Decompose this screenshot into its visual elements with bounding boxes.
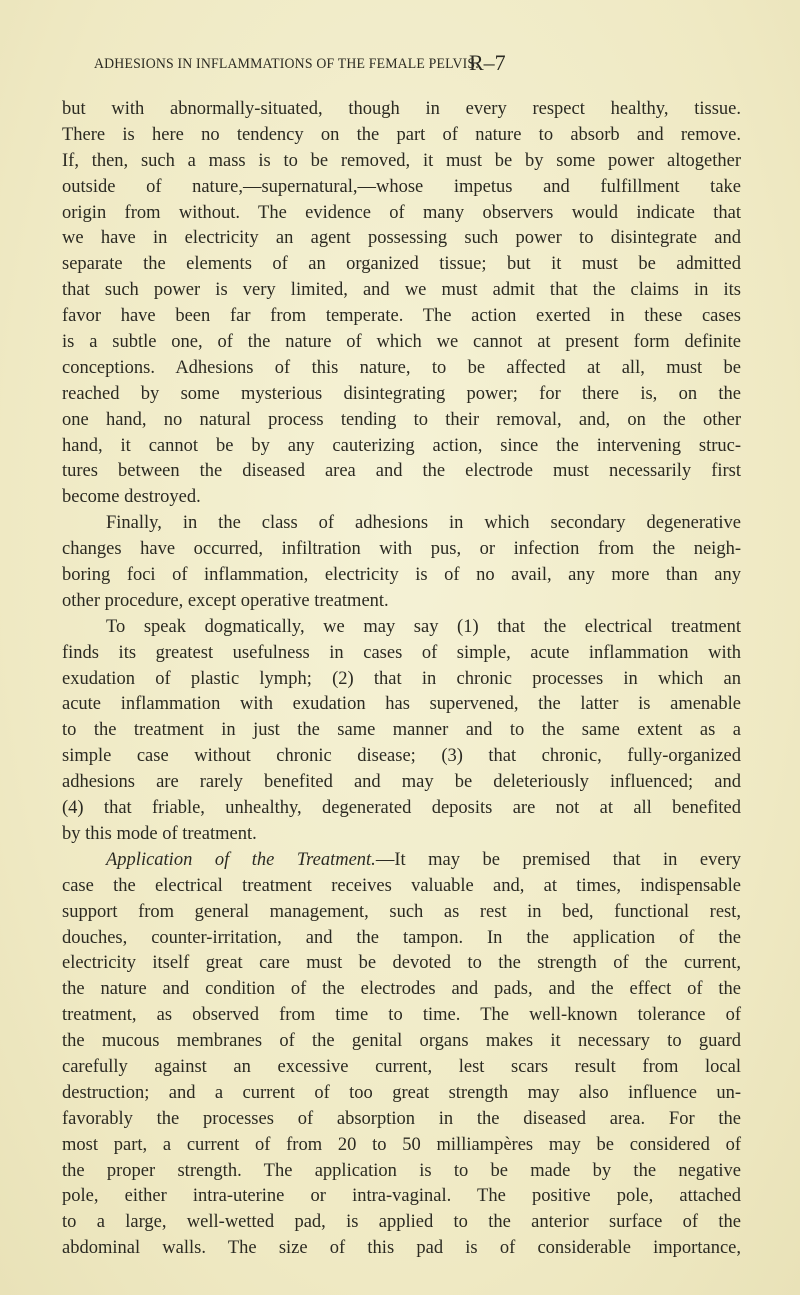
text-line: to the treatment in just the same manner and to the same extent as a [62,720,741,741]
text-line: pole, either intra-uterine or intra-vaginal. The positive pole, attached [62,1186,741,1207]
text-line: finds its greatest usefulness in cases of simple, acute inflammation with [62,642,741,663]
text-line: conceptions. Adhesions of this nature, to be affected at all, must be [62,357,741,378]
running-title: ADHESIONS IN INFLAMMATIONS OF THE FEMALE PELVIS. [94,56,479,72]
text-line: reached by some mysterious disintegrating power; for there is, on the [62,383,741,404]
text-line: to a large, well-wetted pad, is applied to the anterior surface of the [62,1212,741,1233]
text-line: we have in electricity an agent possessing such power to disintegrate and [62,228,741,249]
text-line: abdominal walls. The size of this pad is of considerable importance, [62,1238,741,1259]
text-line: adhesions are rarely benefited and may be deleteriously influenced; and [62,772,741,793]
text-line: that such power is very limited, and we must admit that the claims in its [62,280,741,301]
text-line: but with abnormally-situated, though in every respect healthy, tissue. [62,99,741,119]
text-line: simple case without chronic disease; (3) that chronic, fully-organized [62,746,741,767]
text-line: by this mode of treatment. [62,823,257,844]
text-line: electricity itself great care must be devoted to the strength of the current, [62,953,741,974]
text-line: separate the elements of an organized tissue; but it must be admitted [62,254,741,275]
paragraph [62,848,741,1262]
section-heading: Application of the Treatment. [106,849,376,870]
text-line: There is here no tendency on the part of nature to absorb and remove. [62,124,741,145]
text-line: If, then, such a mass is to be removed, it must be by some power altogether [62,150,741,171]
text-line: acute inflammation with exudation has supervened, the latter is amenable [62,694,741,715]
text-line: (4) that friable, unhealthy, degenerated deposits are not at all benefited [62,798,741,819]
paragraph [62,511,741,615]
text-line: carefully against an excessive current, lest scars result from local [62,1056,741,1077]
text-line: favor have been far from temperate. The action exerted in these cases [62,306,741,327]
page-header [62,50,742,80]
text-line: origin from without. The evidence of many observers would indicate that [62,202,741,223]
text-line [62,848,741,874]
text-line: destruction; and a current of too great strength may also influence un- [62,1082,741,1103]
text-fragment: —It may be premised that in every [375,849,742,870]
text-line: most part, a current of from 20 to 50 milliampères may be considered of [62,1134,741,1155]
text-line: changes have occurred, infiltration with pus, or infection from the neigh- [62,539,741,560]
text-line: douches, counter-irritation, and the tampon. In the application of the [62,927,741,948]
text-line: become destroyed. [62,487,201,508]
text-line: the proper strength. The application is to be made by the negative [62,1160,741,1181]
text-line: Finally, in the class of adhesions in which secondary degenerative [106,513,741,534]
paragraph [62,615,741,848]
paragraph [62,97,741,511]
body-text [62,97,741,1262]
text-line: outside of nature,—supernatural,—whose impetus and fulfillment take [62,176,741,197]
text-line: exudation of plastic lymph; (2) that in chronic processes in which an [62,668,741,689]
text-line: treatment, as observed from time to time. The well-known tolerance of [62,1005,741,1026]
text-line: favorably the processes of absorption in the diseased area. For the [62,1108,741,1129]
text-line: case the electrical treatment receives valuable and, at times, indispensable [62,875,741,896]
text-line: tures between the diseased area and the electrode must necessarily first [62,461,741,482]
text-line: hand, it cannot be by any cauterizing action, since the intervening struc- [62,435,741,456]
text-line: To speak dogmatically, we may say (1) that the electrical treatment [106,616,741,637]
text-line: boring foci of inflammation, electricity is of no avail, any more than any [62,565,741,586]
text-line: the mucous membranes of the genital organs makes it necessary to guard [62,1031,741,1052]
text-line: one hand, no natural process tending to their removal, and, on the other [62,409,741,430]
page-number: R–7 [469,50,506,75]
text-line: the nature and condition of the electrodes and pads, and the effect of the [62,979,741,1000]
text-line: other procedure, except operative treatment. [62,590,389,611]
text-line: support from general management, such as rest in bed, functional rest, [62,901,741,922]
text-line: is a subtle one, of the nature of which we cannot at present form definite [62,332,741,353]
